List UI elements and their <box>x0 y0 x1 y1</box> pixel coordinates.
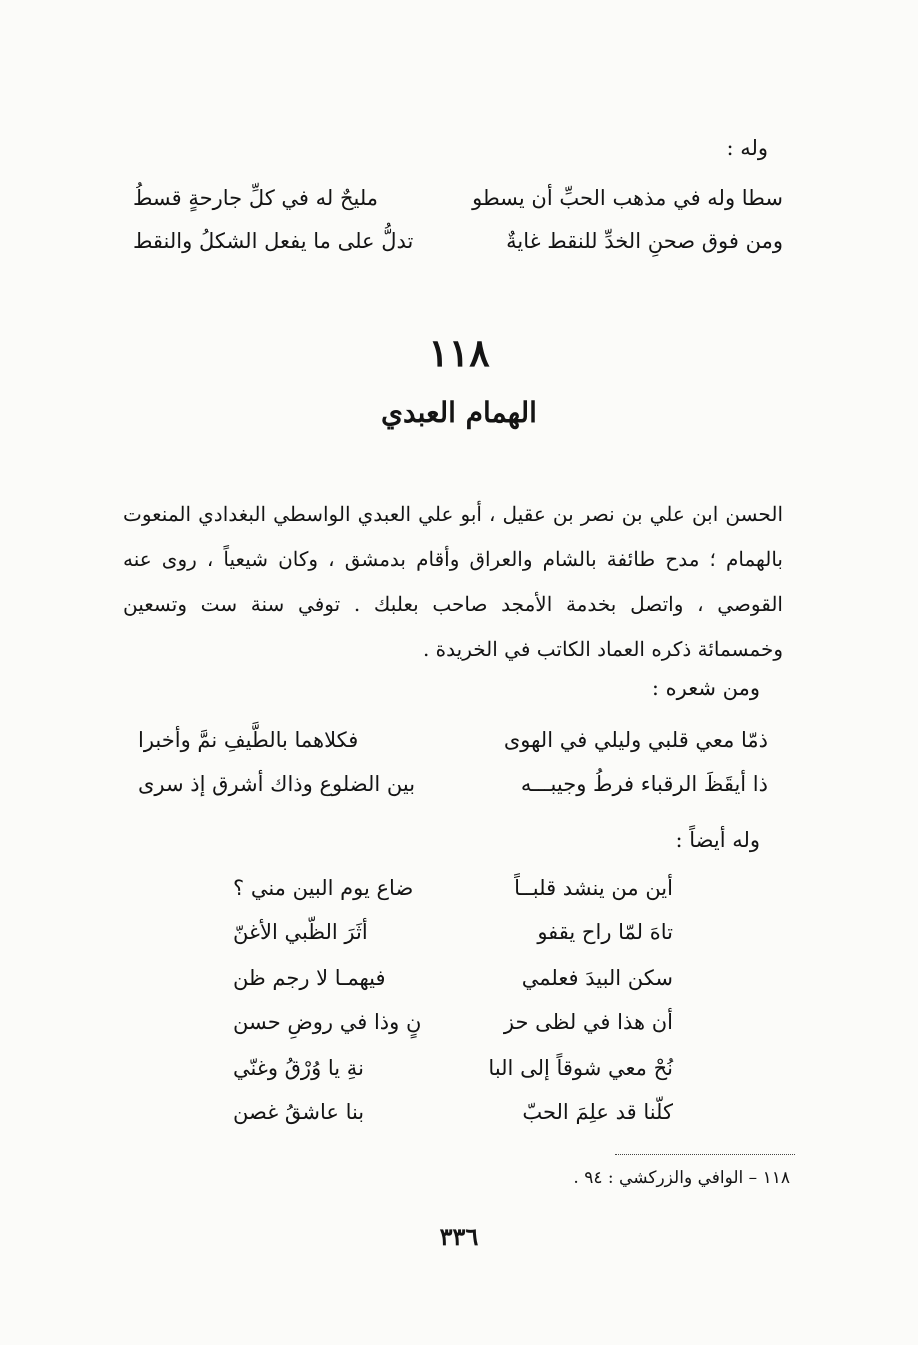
footnote-separator <box>615 1154 795 1155</box>
verse-first-hemistich: تاهَ لمّا راح يقفو <box>537 920 673 944</box>
poem2-verse-1 <box>138 728 768 752</box>
poem1-verse-1 <box>133 186 783 210</box>
footnote: ١١٨ – الوافي والزركشي : ٩٤ . <box>573 1168 790 1188</box>
poem3-verse-3 <box>233 966 673 990</box>
poem3-label: وله أيضاً : <box>675 828 760 852</box>
poem3-verse-4 <box>233 1010 673 1034</box>
verse-first-hemistich: ذا أيقَظَ الرقباء فرطُ وجيبـــه <box>520 772 768 796</box>
intro-label: وله : <box>726 136 768 160</box>
poem3-verse-2 <box>233 920 673 944</box>
poem3-verse-6 <box>233 1100 673 1124</box>
verse-first-hemistich: سكن البيدَ فعلمي <box>521 966 673 990</box>
verse-second-hemistich: مليحٌ له في كلِّ جارحةٍ قسطُ <box>133 186 379 210</box>
verse-first-hemistich: أن هذا في لظى حز <box>503 1010 673 1034</box>
verse-second-hemistich: ضاع يوم البين مني ؟ <box>233 876 414 900</box>
poem3-verse-5 <box>233 1056 673 1080</box>
page-number: ٣٣٦ <box>439 1222 479 1251</box>
verse-second-hemistich: نةِ يا وُرْقُ وغنّي <box>233 1056 364 1080</box>
entry-title: الهمام العبدي <box>381 396 537 429</box>
verse-second-hemistich: أثَرَ الظّبي الأغنّ <box>233 920 368 944</box>
verse-first-hemistich: ومن فوق صحنِ الخدِّ للنقط غايةٌ <box>506 229 783 253</box>
poem3-verse-1 <box>233 876 673 900</box>
verse-first-hemistich: ذمّا معي قلبي وليلي في الهوى <box>503 728 768 752</box>
verse-second-hemistich: بنا عاشقُ غصن <box>233 1100 365 1124</box>
poem2-verse-2 <box>138 772 768 796</box>
poem2-label: ومن شعره : <box>651 676 760 700</box>
verse-second-hemistich: تدلُّ على ما يفعل الشكلُ والنقط <box>133 229 414 253</box>
verse-first-hemistich: سطا وله في مذهب الحبِّ أن يسطو <box>472 186 783 210</box>
verse-second-hemistich: فيهمـا لا رجم ظن <box>233 966 386 990</box>
verse-second-hemistich: نٍ وذا في روضِ حسن <box>233 1010 422 1034</box>
verse-first-hemistich: كلّنا قد علِمَ الحبّ <box>522 1100 673 1124</box>
verse-first-hemistich: نُحْ معي شوقاً إلى البا <box>488 1056 673 1080</box>
entry-number: ١١٨ <box>428 330 490 375</box>
verse-first-hemistich: أين من ينشد قلبــاً <box>514 876 673 900</box>
verse-second-hemistich: بين الضلوع وذاك أشرق إذ سرى <box>138 772 416 796</box>
verse-second-hemistich: فكلاهما بالطَّيفِ نمَّ وأخبرا <box>138 728 359 752</box>
poem1-verse-2 <box>133 229 783 253</box>
biography-paragraph <box>123 492 783 672</box>
biography-text: الحسن ابن علي بن نصر بن عقيل ، أبو علي العبدي الواسطي البغدادي المنعوت بالهمام ؛ مدح طائفة بالشام والعراق وأقام بدمشق ، وكان شيعياً ، روى عنه القوصي ، واتصل بخدمة الأمجد صاحب بعلبك . توفي سنة ست وتسعين وخمسمائة ذكره العماد الكاتب في الخريدة . <box>123 502 783 661</box>
